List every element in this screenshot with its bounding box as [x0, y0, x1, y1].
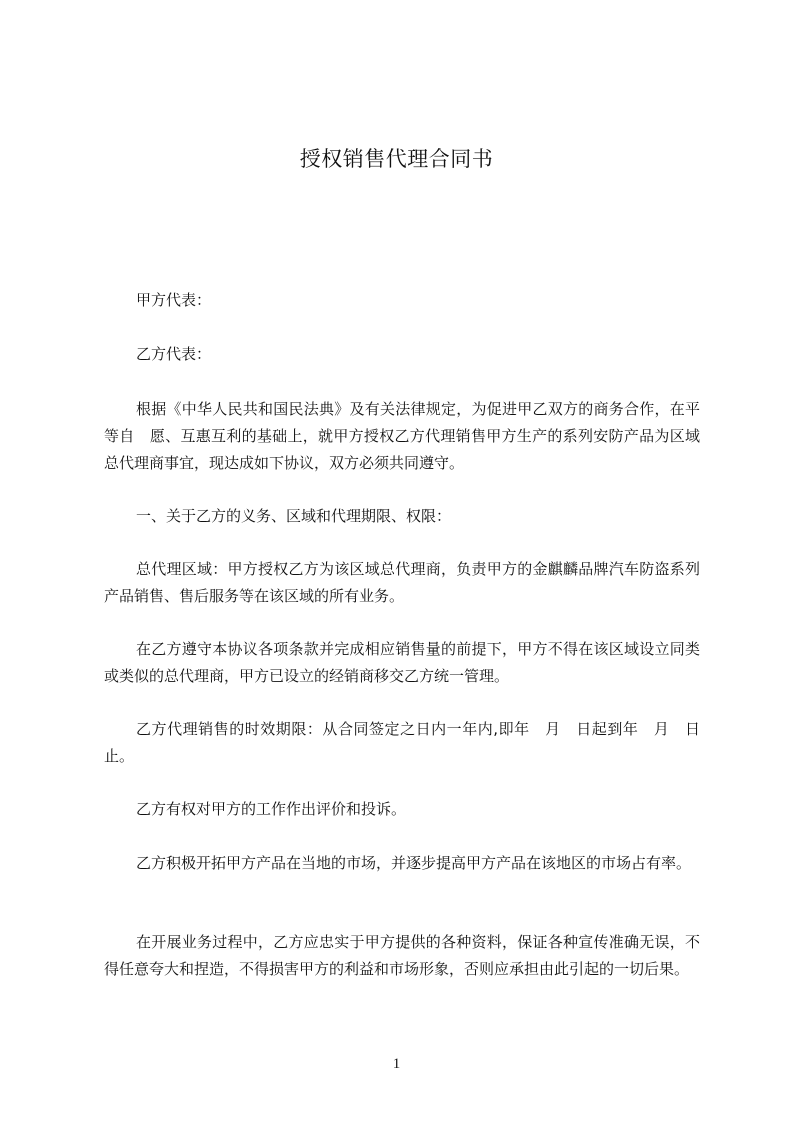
page-number: 1 [392, 1056, 401, 1072]
party-b-label: 乙方代表： [136, 345, 212, 363]
clause-paragraph: 总代理区域：甲方授权乙方为该区域总代理商，负责甲方的金麒麟品牌汽车防盗系列产品销售、售后服务等在该区域的所有业务。 [104, 560, 700, 605]
party-a-label: 甲方代表： [136, 291, 212, 309]
clause-paragraph: 乙方积极开拓甲方产品在当地的市场，并逐步提高甲方产品在该地区的市场占有率。 [136, 854, 692, 872]
clause-paragraph: 在开展业务过程中，乙方应忠实于甲方提供的各种资料，保证各种宣传准确无误，不得任意夸大和捏造，不得损害甲方的利益和市场形象，否则应承担由此引起的一切后果。 [104, 933, 700, 978]
clause-paragraph: 乙方有权对甲方的工作作出评价和投诉。 [136, 800, 407, 818]
clause-paragraph: 乙方代理销售的时效期限：从合同签定之日内一年内,即年 月 日起到年 月 日止。 [104, 720, 700, 765]
preamble-paragraph: 根据《中华人民共和国民法典》及有关法律规定，为促进甲乙双方的商务合作，在平等自 愿、互惠互利的基础上，就甲方授权乙方代理销售甲方生产的系列安防产品为区域总代理商事宜，现达成如下协议，双方必须共同遵守。 [104, 400, 700, 472]
clause-paragraph: 在乙方遵守本协议各项条款并完成相应销售量的前提下，甲方不得在该区域设立同类或类似的总代理商，甲方已设立的经销商移交乙方统一管理。 [104, 640, 700, 685]
section-heading: 一、关于乙方的义务、区域和代理期限、权限： [136, 507, 452, 525]
document-title: 授权销售代理合同书 [299, 147, 494, 171]
